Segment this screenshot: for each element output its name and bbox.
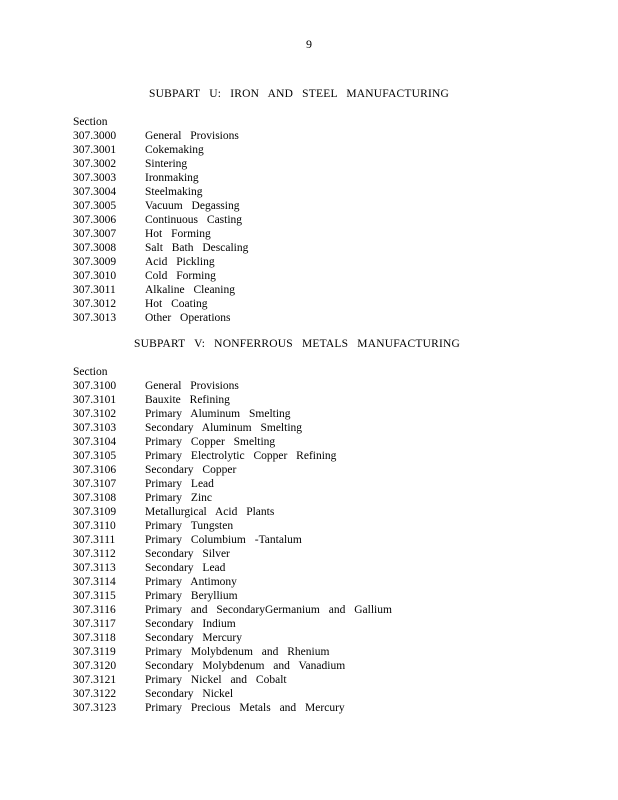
section-number: 307.3011: [73, 284, 116, 296]
section-title: Secondary Copper: [145, 464, 237, 476]
section-number: 307.3111: [73, 534, 116, 546]
section-heading: Section: [73, 366, 108, 378]
section-number: 307.3100: [73, 380, 117, 392]
section-row: [73, 701, 593, 715]
section-number: 307.3109: [73, 506, 117, 518]
section-title: Acid Pickling: [145, 256, 215, 268]
section-title: Primary Precious Metals and Mercury: [145, 702, 345, 714]
section-row: [73, 143, 593, 157]
section-number: 307.3108: [73, 492, 117, 504]
section-row: [73, 255, 593, 269]
section-number: 307.3118: [73, 632, 116, 644]
section-title: Secondary Indium: [145, 618, 236, 630]
section-number: 307.3122: [73, 688, 117, 700]
section-title: Other Operations: [145, 312, 231, 324]
section-number: 307.3004: [73, 186, 117, 198]
section-row: [73, 269, 593, 283]
section-number: 307.3121: [73, 674, 117, 686]
section-row: [73, 547, 593, 561]
section-row: [73, 379, 593, 393]
section-number: 307.3104: [73, 436, 117, 448]
section-row: [73, 631, 593, 645]
section-row: [73, 533, 593, 547]
section-row: [73, 199, 593, 213]
section-number: 307.3000: [73, 130, 117, 142]
section-row: [73, 505, 593, 519]
section-row: [73, 519, 593, 533]
section-row: [73, 449, 593, 463]
subpart-u-section-list: [73, 115, 593, 325]
section-title: Primary and SecondaryGermanium and Gallium: [145, 604, 392, 616]
section-row: [73, 393, 593, 407]
section-title: Cokemaking: [145, 144, 204, 156]
section-row: [73, 673, 593, 687]
section-number: 307.3006: [73, 214, 117, 226]
section-row: [73, 241, 593, 255]
section-number: 307.3009: [73, 256, 117, 268]
section-title: Primary Tungsten: [145, 520, 234, 532]
section-number: 307.3103: [73, 422, 117, 434]
section-title: Cold Forming: [145, 270, 216, 282]
subpart-u-title: SUBPART U: IRON AND STEEL MANUFACTURING: [148, 88, 450, 100]
section-number: 307.3002: [73, 158, 117, 170]
section-number: 307.3001: [73, 144, 117, 156]
section-row: [73, 463, 593, 477]
section-number: 307.3117: [73, 618, 116, 630]
section-title: Hot Forming: [145, 228, 211, 240]
section-title: Steelmaking: [145, 186, 203, 198]
section-number: 307.3107: [73, 478, 117, 490]
section-number: 307.3115: [73, 590, 116, 602]
section-title: Ironmaking: [145, 172, 199, 184]
section-number: 307.3007: [73, 228, 117, 240]
section-number: 307.3008: [73, 242, 117, 254]
section-title: Primary Molybdenum and Rhenium: [145, 646, 330, 658]
section-number: 307.3112: [73, 548, 116, 560]
section-number: 307.3003: [73, 172, 117, 184]
section-row: [73, 213, 593, 227]
section-title: Primary Lead: [145, 478, 214, 490]
section-number: 307.3012: [73, 298, 117, 310]
section-number: 307.3110: [73, 520, 116, 532]
section-row: [73, 171, 593, 185]
section-row: [73, 687, 593, 701]
section-row: [73, 311, 593, 325]
section-row: [73, 589, 593, 603]
section-title: Primary Aluminum Smelting: [145, 408, 291, 420]
section-title: Primary Beryllium: [145, 590, 238, 602]
section-number: 307.3013: [73, 312, 117, 324]
section-row: [73, 227, 593, 241]
section-number: 307.3120: [73, 660, 117, 672]
section-row: [73, 575, 593, 589]
section-row: [73, 283, 593, 297]
section-title: General Provisions: [145, 380, 239, 392]
section-row: [73, 617, 593, 631]
section-row: [73, 407, 593, 421]
section-number: 307.3106: [73, 464, 117, 476]
section-title: Secondary Nickel: [145, 688, 234, 700]
section-row: [73, 561, 593, 575]
section-number: 307.3116: [73, 604, 116, 616]
section-title: Continuous Casting: [145, 214, 243, 226]
section-row: [73, 603, 593, 617]
section-row: [73, 659, 593, 673]
page-number: 9: [306, 37, 312, 51]
section-row: [73, 129, 593, 143]
section-number: 307.3113: [73, 562, 116, 574]
section-title: General Provisions: [145, 130, 239, 142]
section-title: Sintering: [145, 158, 188, 170]
section-row: [73, 297, 593, 311]
section-number: 307.3010: [73, 270, 117, 282]
section-row: [73, 435, 593, 449]
section-row: [73, 477, 593, 491]
section-row: [73, 491, 593, 505]
section-title: Primary Electrolytic Copper Refining: [145, 450, 337, 462]
section-number: 307.3114: [73, 576, 116, 588]
section-title: Primary Zinc: [145, 492, 212, 504]
section-title: Secondary Aluminum Smelting: [145, 422, 303, 434]
section-number: 307.3119: [73, 646, 116, 658]
section-row: [73, 421, 593, 435]
section-title: Salt Bath Descaling: [145, 242, 249, 254]
section-title: Secondary Mercury: [145, 632, 243, 644]
section-title: Primary Copper Smelting: [145, 436, 276, 448]
section-row: [73, 157, 593, 171]
section-title: Bauxite Refining: [145, 394, 230, 406]
section-title: Secondary Silver: [145, 548, 230, 560]
section-title: Secondary Molybdenum and Vanadium: [145, 660, 346, 672]
section-number: 307.3123: [73, 702, 117, 714]
section-number: 307.3105: [73, 450, 117, 462]
section-title: Vacuum Degassing: [145, 200, 240, 212]
section-title: Secondary Lead: [145, 562, 226, 574]
section-number: 307.3102: [73, 408, 117, 420]
section-row: [73, 645, 593, 659]
section-heading: Section: [73, 116, 108, 128]
section-title: Primary Nickel and Cobalt: [145, 674, 287, 686]
section-title: Primary Antimony: [145, 576, 237, 588]
subpart-v-title: SUBPART V: NONFERROUS METALS MANUFACTURING: [133, 338, 460, 350]
subpart-v-section-list: [73, 365, 593, 715]
section-title: Alkaline Cleaning: [145, 284, 235, 296]
section-title: Hot Coating: [145, 298, 208, 310]
section-title: Primary Columbium -Tantalum: [145, 534, 302, 546]
section-title: Metallurgical Acid Plants: [145, 506, 275, 518]
section-number: 307.3101: [73, 394, 117, 406]
section-number: 307.3005: [73, 200, 117, 212]
section-row: [73, 185, 593, 199]
